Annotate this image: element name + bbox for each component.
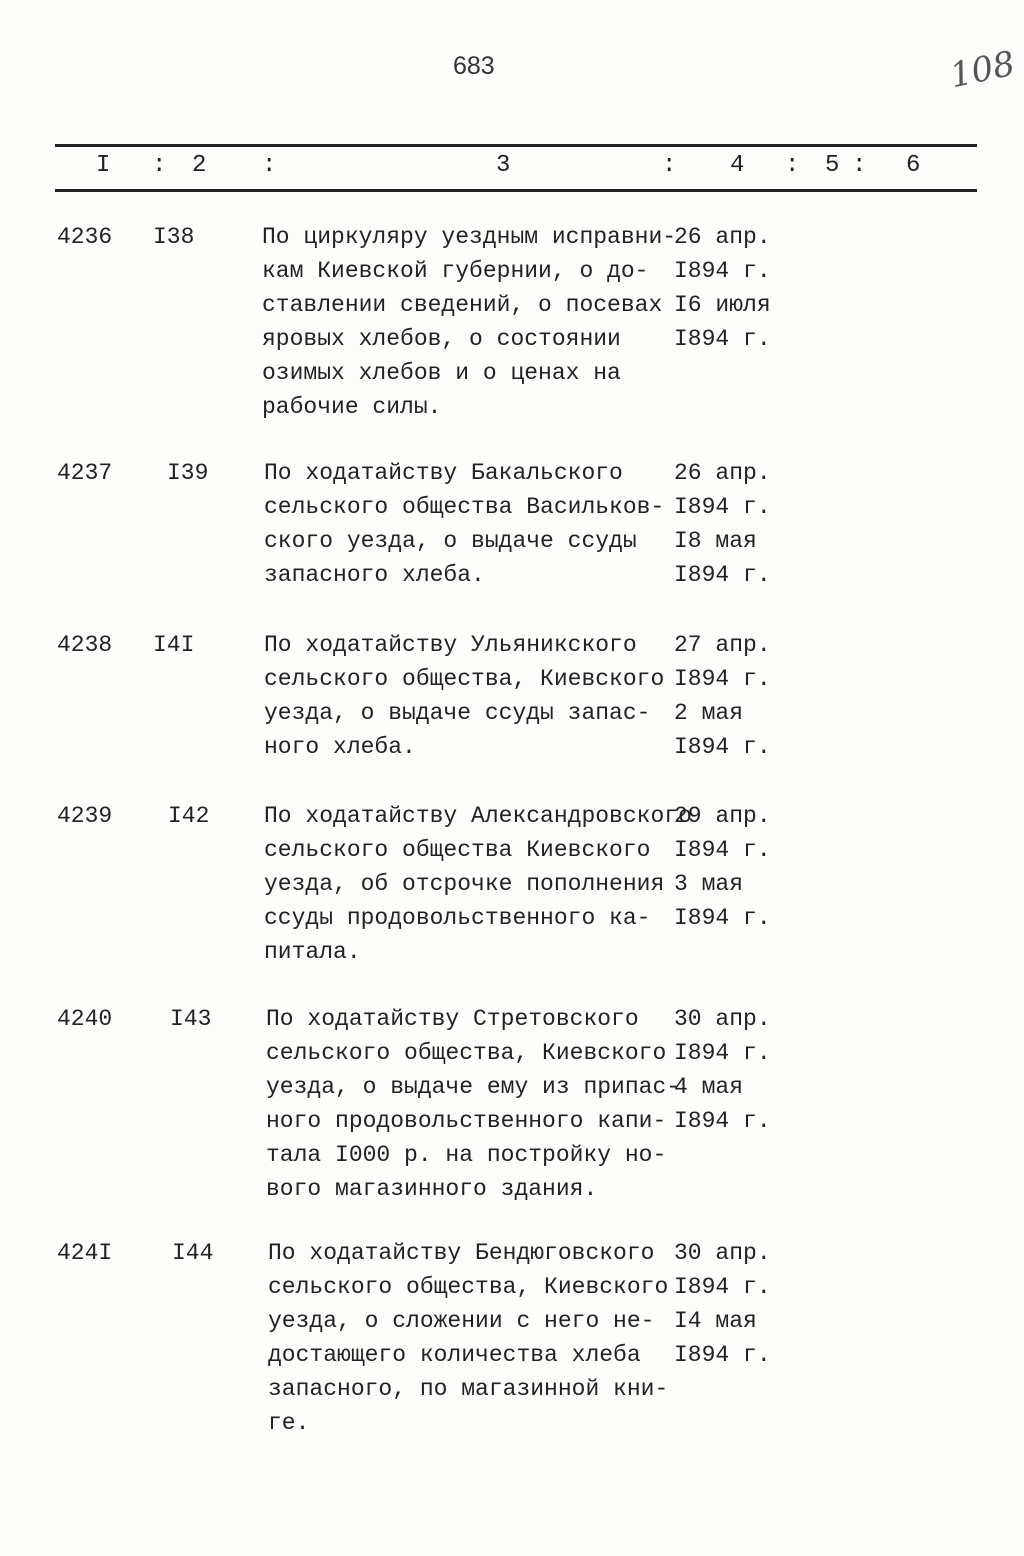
date-line: I894 г. bbox=[674, 837, 771, 863]
description-line: По ходатайству Стретовского bbox=[266, 1006, 639, 1032]
header-sep: : bbox=[262, 152, 277, 179]
description-line: вого магазинного здания. bbox=[266, 1176, 598, 1202]
file-number: I39 bbox=[167, 460, 209, 486]
file-number: I42 bbox=[168, 803, 210, 829]
date-line: I894 г. bbox=[674, 666, 771, 692]
date-line: I894 г. bbox=[674, 1342, 771, 1368]
description-line: сельского общества, Киевского bbox=[264, 666, 665, 692]
description-line: ссуды продовольственного ка- bbox=[264, 905, 651, 931]
page-number: 683 bbox=[453, 52, 495, 80]
header-sep: : bbox=[852, 152, 867, 179]
description-line: уезда, о выдаче ему из припас- bbox=[266, 1074, 681, 1100]
description-line: достающего количества хлеба bbox=[268, 1342, 641, 1368]
date-line: 26 апр. bbox=[674, 224, 771, 250]
description-line: По ходатайству Бакальского bbox=[264, 460, 623, 486]
date-line: 29 апр. bbox=[674, 803, 771, 829]
description-line: озимых хлебов и о ценах на bbox=[262, 360, 621, 386]
entry-number: 4240 bbox=[57, 1006, 113, 1032]
entry-number: 4236 bbox=[57, 224, 113, 250]
entry-dates bbox=[674, 456, 771, 592]
entry-description bbox=[264, 456, 664, 592]
description-line: ге. bbox=[268, 1410, 310, 1436]
entry-number: 424I bbox=[57, 1240, 113, 1266]
entry-description bbox=[268, 1236, 668, 1440]
date-line: I894 г. bbox=[674, 905, 771, 931]
description-line: уезда, о сложении с него не- bbox=[268, 1308, 655, 1334]
entry-dates bbox=[674, 220, 771, 356]
description-line: сельского общества, Киевского bbox=[268, 1274, 669, 1300]
entry-dates bbox=[674, 628, 771, 764]
file-number: I43 bbox=[170, 1006, 212, 1032]
entry-description bbox=[262, 220, 676, 424]
date-line: I4 мая bbox=[674, 1308, 757, 1334]
date-line: I894 г. bbox=[674, 1108, 771, 1134]
date-line: 3 мая bbox=[674, 871, 744, 897]
file-number: I38 bbox=[153, 224, 195, 250]
header-top-rule bbox=[55, 144, 977, 147]
description-line: кам Киевской губернии, о до- bbox=[262, 258, 649, 284]
header-bottom-rule bbox=[55, 189, 977, 192]
description-line: По циркуляру уездным исправни- bbox=[262, 224, 677, 250]
header-sep: : bbox=[152, 152, 167, 179]
header-sep: : bbox=[662, 152, 677, 179]
description-line: сельского общества Васильков- bbox=[264, 494, 665, 520]
file-number: I4I bbox=[153, 632, 195, 658]
entry-number: 4237 bbox=[57, 460, 113, 486]
description-line: По ходатайству Бендюговского bbox=[268, 1240, 655, 1266]
entry-dates bbox=[674, 799, 771, 935]
date-line: 30 апр. bbox=[674, 1006, 771, 1032]
description-line: тала I000 р. на постройку но- bbox=[266, 1142, 667, 1168]
entry-number: 4238 bbox=[57, 632, 113, 658]
description-line: сельского общества, Киевского bbox=[266, 1040, 667, 1066]
description-line: питала. bbox=[264, 939, 361, 965]
description-line: запасного, по магазинной кни- bbox=[268, 1376, 669, 1402]
date-line: I6 июля bbox=[674, 292, 771, 318]
description-line: сельского общества Киевского bbox=[264, 837, 651, 863]
header-col5: 5 bbox=[825, 152, 840, 179]
description-line: яровых хлебов, о состоянии bbox=[262, 326, 621, 352]
description-line: рабочие силы. bbox=[262, 394, 442, 420]
entry-description bbox=[264, 628, 664, 764]
description-line: ставлении сведений, о посевах bbox=[262, 292, 663, 318]
date-line: I894 г. bbox=[674, 1274, 771, 1300]
header-col1: I bbox=[96, 152, 111, 179]
date-line: I894 г. bbox=[674, 1040, 771, 1066]
header-col6: 6 bbox=[906, 152, 921, 179]
description-line: ного продовольственного капи- bbox=[266, 1108, 667, 1134]
description-line: уезда, об отсрочке пополнения bbox=[264, 871, 665, 897]
header-col3: 3 bbox=[496, 152, 511, 179]
header-col4: 4 bbox=[730, 152, 745, 179]
date-line: I894 г. bbox=[674, 494, 771, 520]
date-line: 4 мая bbox=[674, 1074, 744, 1100]
entry-description bbox=[264, 799, 692, 969]
entry-dates bbox=[674, 1236, 771, 1372]
date-line: I894 г. bbox=[674, 562, 771, 588]
entry-dates bbox=[674, 1002, 771, 1138]
entry-description bbox=[266, 1002, 680, 1206]
date-line: 27 апр. bbox=[674, 632, 771, 658]
entry-number: 4239 bbox=[57, 803, 113, 829]
date-line: 30 апр. bbox=[674, 1240, 771, 1266]
description-line: По ходатайству Александровского bbox=[264, 803, 692, 829]
header-sep: : bbox=[785, 152, 800, 179]
file-number: I44 bbox=[172, 1240, 214, 1266]
description-line: ского уезда, о выдаче ссуды bbox=[264, 528, 637, 554]
date-line: 26 апр. bbox=[674, 460, 771, 486]
handwritten-folio-number: 108 bbox=[946, 43, 1019, 97]
date-line: I894 г. bbox=[674, 326, 771, 352]
description-line: По ходатайству Ульяникского bbox=[264, 632, 637, 658]
description-line: ного хлеба. bbox=[264, 734, 416, 760]
date-line: I894 г. bbox=[674, 734, 771, 760]
description-line: уезда, о выдаче ссуды запас- bbox=[264, 700, 651, 726]
date-line: I8 мая bbox=[674, 528, 757, 554]
header-col2: 2 bbox=[192, 152, 207, 179]
description-line: запасного хлеба. bbox=[264, 562, 485, 588]
date-line: I894 г. bbox=[674, 258, 771, 284]
date-line: 2 мая bbox=[674, 700, 744, 726]
